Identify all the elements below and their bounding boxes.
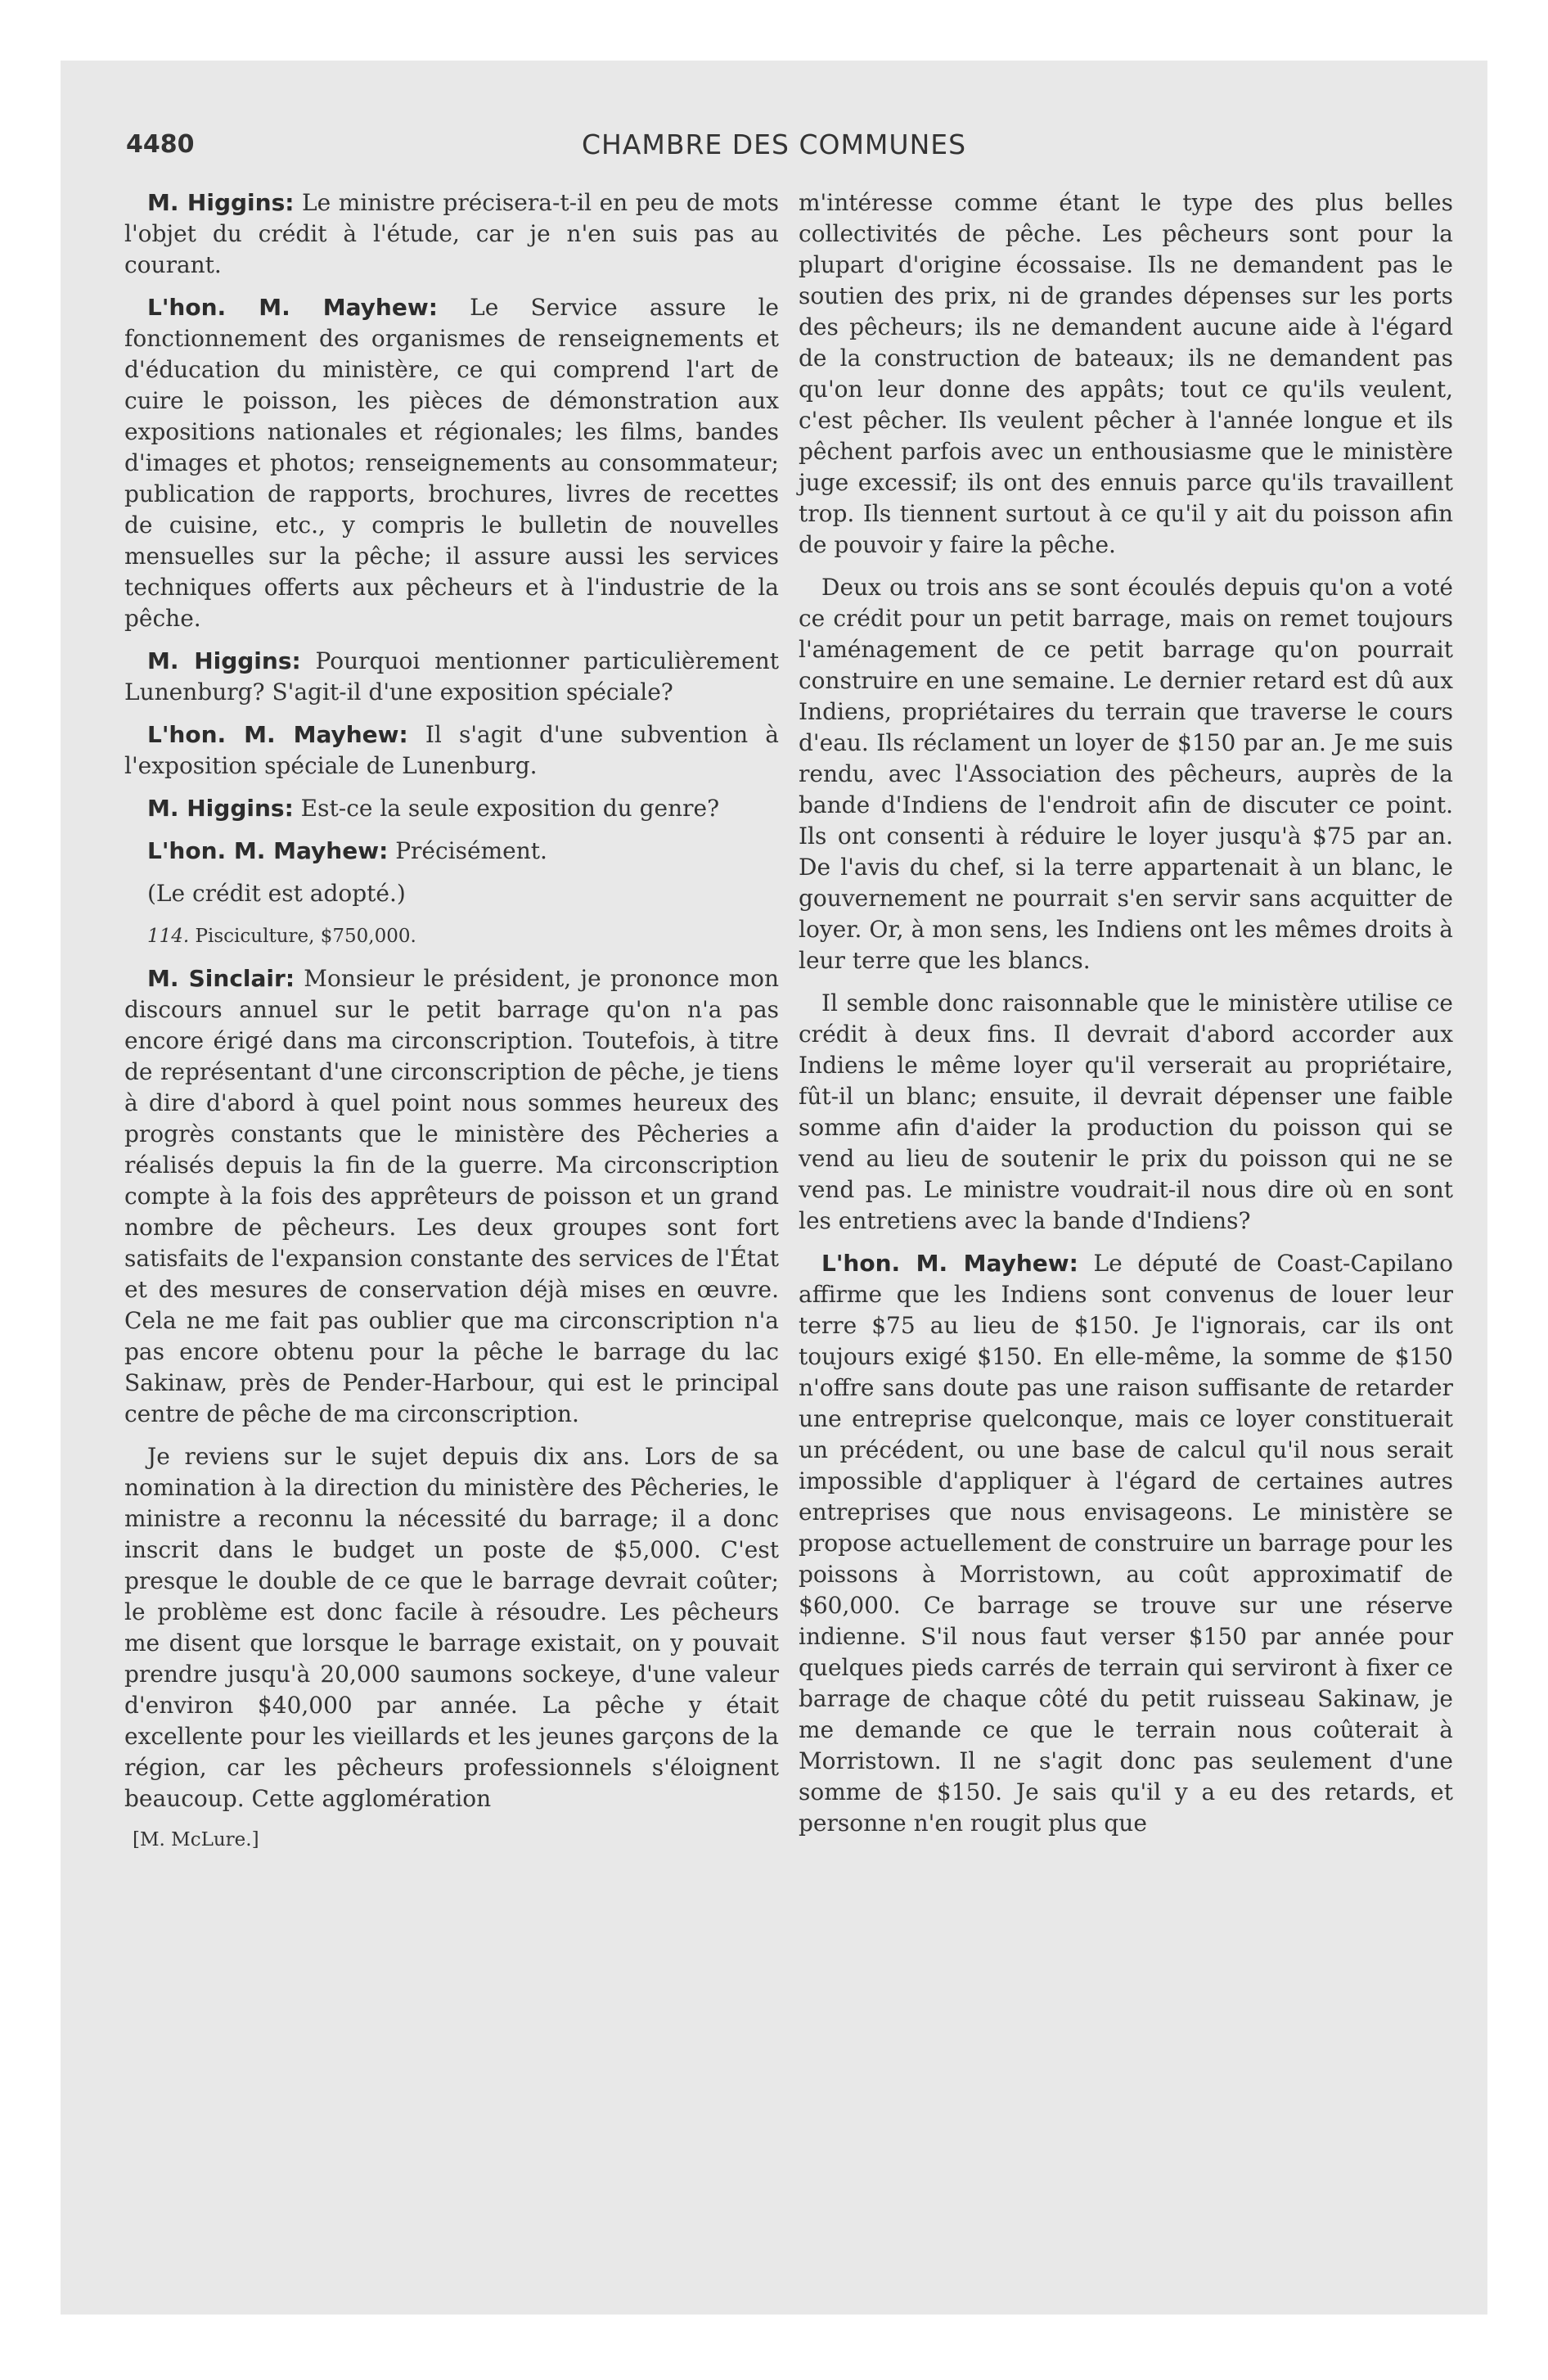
- credit-item: [124, 921, 779, 952]
- paragraph: Il semble donc raisonnable que le ministère utilise ce crédit à deux fins. Il devrait d'abord accorder aux Indiens le même loyer qu'il verserait au propriétaire, fût-il un blanc; ensuite, il devrait dépenser une faible somme afin d'aider la production du poisson qui se vend au lieu de soutenir le prix du poisson qui ne se vend pas. Le ministre voudrait-il nous dire où en sont les entretiens avec la bande d'Indiens?: [799, 989, 1453, 1234]
- page-header: [61, 61, 1487, 183]
- page-number: 4480: [126, 130, 195, 159]
- paragraph: [124, 836, 779, 867]
- document-page: [61, 61, 1487, 2315]
- paragraph-text: Il s'agit d'une subvention à l'exposition spéciale de Lunenburg.: [124, 721, 779, 779]
- page-footer: [M. McLure.]: [133, 1829, 259, 1850]
- paragraph: Deux ou trois ans se sont écoulés depuis qu'on a voté ce crédit pour un petit barrage, mais on remet toujours l'aménagement de ce petit barrage qu'on pourrait construire en une semaine. Le dernier retard est dû aux Indiens, propriétaires du terrain que traverse le cours d'eau. Ils réclament un loyer de $150 par an. Je me suis rendu, avec l'Association des pêcheurs, auprès de la bande d'Indiens de l'endroit afin de discuter ce point. Ils ont consenti à réduire le loyer jusqu'à $75 par an. De l'avis du chef, si la terre appartenait à un blanc, le gouvernement ne pourrait s'en servir sans acquitter de loyer. Or, à mon sens, les Indiens ont les mêmes droits à leur terre que les blancs.: [799, 574, 1453, 974]
- paragraph-text: Monsieur le président, je prononce mon discours annuel sur le petit barrage qu'on n'a pas encore érigé dans ma circonscription. Toutefois, à titre de représentant d'une circonscription de pêche, je tiens à dire d'abord à quel point nous sommes heureux des progrès constants que le ministère des Pêcheries a réalisés depuis la fin de la guerre. Ma circonscription compte à la fois des apprêteurs de poisson et un grand nombre de pêcheurs. Les deux groupes sont fort satisfaits de l'expansion constante des services de l'État et des mesures de conservation déjà mises en œuvre. Cela ne me fait pas oublier que ma circonscription n'a pas encore obtenu pour la pêche le barrage du lac Sakinaw, près de Pender-Harbour, qui est le principal centre de pêche de ma circonscription.: [124, 965, 780, 1427]
- paragraph: [124, 292, 779, 634]
- paragraph-text: Pourquoi mentionner particulièrement Lunenburg? S'agit-il d'une exposition spéciale?: [124, 647, 779, 705]
- paragraph: Je reviens sur le sujet depuis dix ans. Lors de sa nomination à la direction du ministère des Pêcheries, le ministre a reconnu la nécessité du barrage; il a donc inscrit dans le budget un poste de $5,000. C'est presque le double de ce que le barrage devrait coûter; le problème est donc facile à résoudre. Les pêcheurs me disent que lorsque le barrage existait, on y pouvait prendre jusqu'à 20,000 saumons sockeye, d'une valeur d'environ $40,000 par année. La pêche y était excellente pour les vieillards et les jeunes garçons de la région, car les pêcheurs professionnels s'éloignent beaucoup. Cette agglomération: [124, 1443, 779, 1812]
- speaker-name: M. Sinclair:: [147, 965, 295, 992]
- credit-text: Pisciculture, $750,000.: [189, 926, 416, 947]
- adoption-note: (Le crédit est adopté.): [147, 880, 406, 907]
- paragraph: [124, 187, 779, 281]
- paragraph-text: Est-ce la seule exposition du genre?: [293, 795, 720, 822]
- left-column: [124, 187, 779, 1855]
- speaker-name: M. Higgins:: [147, 647, 301, 674]
- paragraph-text: Le ministre précisera-t-il en peu de mots l'objet du crédit à l'étude, car je n'en suis pas au courant.: [124, 189, 779, 278]
- speaker-name: L'hon. M. Mayhew:: [147, 837, 389, 864]
- paragraph: [124, 793, 779, 824]
- paragraph: [124, 646, 779, 708]
- right-column: [799, 187, 1453, 1839]
- paragraph: [799, 1248, 1453, 1839]
- credit-number: 114.: [147, 926, 190, 947]
- speaker-name: L'hon. M. Mayhew:: [821, 1250, 1078, 1277]
- paragraph-text: Précisément.: [388, 837, 547, 864]
- speaker-name: M. Higgins:: [147, 795, 294, 822]
- paragraph-text: Le député de Coast-Capilano affirme que les Indiens sont convenus de louer leur terre $75 au lieu de $150. Je l'ignorais, car ils ont toujours exigé $150. En elle-même, la somme de $150 n'offre sans doute pas une raison suffisante de retarder une entreprise quelconque, mais ce loyer constituerait un précédent, ou une base de calcul qu'il nous serait impossible d'appliquer à l'égard de certaines autres entreprises que nous envisageons. Le ministère se propose actuellement de construire un barrage pour les poissons à Morristown, au coût approximatif de $60,000. Ce barrage se trouve sur une réserve indienne. S'il nous faut verser $150 par année pour quelques pieds carrés de terrain qui serviront à fixer ce barrage de chaque côté du petit ruisseau Sakinaw, je me demande ce que le terrain nous coûterait à Morristown. Il ne s'agit donc pas seulement d'une somme de $150. Je sais qu'il y a eu des retards, et personne n'en rougit plus que: [799, 1250, 1454, 1837]
- speaker-name: L'hon. M. Mayhew:: [147, 721, 408, 748]
- speaker-name: L'hon. M. Mayhew:: [147, 294, 438, 321]
- speaker-name: M. Higgins:: [147, 189, 295, 216]
- paragraph: m'intéresse comme étant le type des plus belles collectivités de pêche. Les pêcheurs sont pour la plupart d'origine écossaise. Ils ne demandent pas le soutien des prix, ni de grandes dépenses sur les ports des pêcheurs; ils ne demandent aucune aide à l'égard de la construction de bateaux; ils ne demandent pas qu'on leur donne des appâts; tout ce qu'ils veulent, c'est pêcher. Ils veulent pêcher à l'année longue et ils pêchent parfois avec un enthousiasme que le ministère juge excessif; ils ont des ennuis parce qu'ils travaillent trop. Ils tiennent surtout à ce qu'il y ait du poisson afin de pouvoir y faire la pêche.: [799, 189, 1453, 558]
- paragraph-text: Le Service assure le fonctionnement des organismes de renseignements et d'éducation du ministère, ce qui comprend l'art de cuire le poisson, les pièces de démonstration aux expositions nationales et régionales; les films, bandes d'images et photos; renseignements au consommateur; publication de rapports, brochures, livres de recettes de cuisine, etc., y compris le bulletin de nouvelles mensuelles sur la pêche; il assure aussi les services techniques offerts aux pêcheurs et à l'industrie de la pêche.: [124, 294, 779, 632]
- paragraph: [124, 719, 779, 782]
- running-title: CHAMBRE DES COMMUNES: [581, 128, 967, 160]
- paragraph: [124, 963, 779, 1430]
